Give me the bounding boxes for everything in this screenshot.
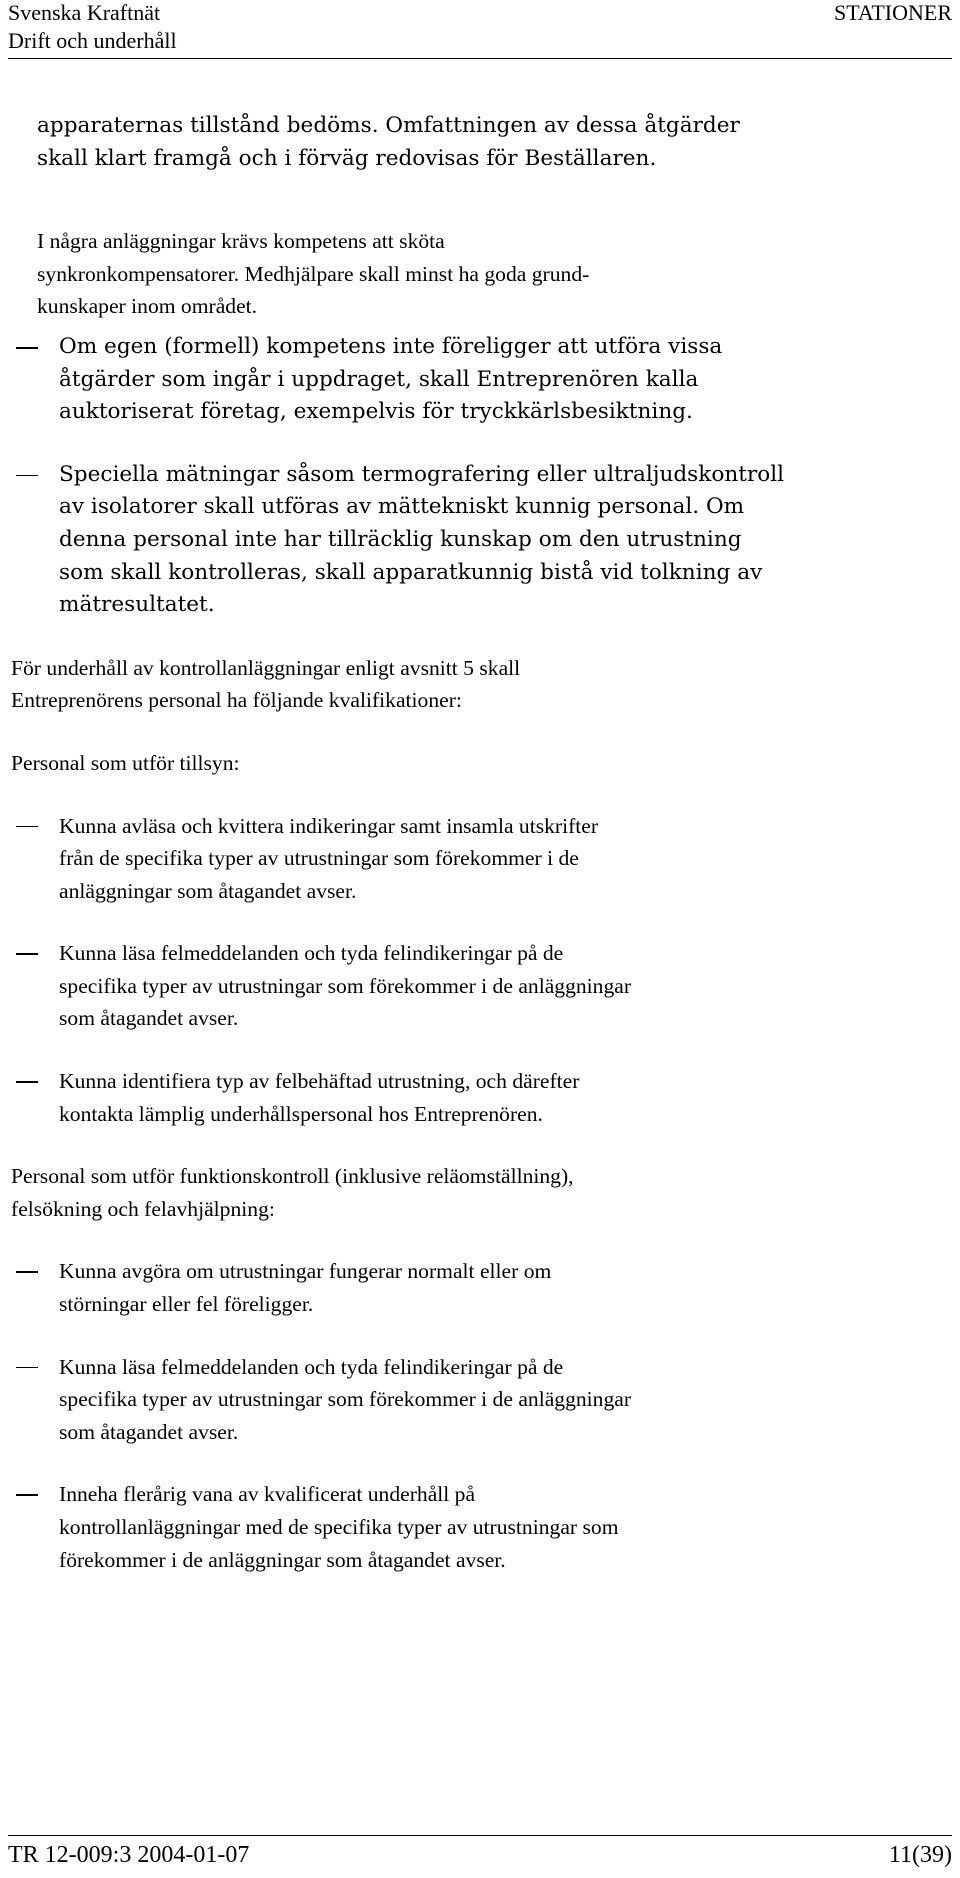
bullet-8: [11, 1478, 937, 1576]
b7-line-1: Kunna läsa felmeddelanden och tyda felindikeringar på de: [59, 1354, 564, 1379]
b6-line-1: Kunna avgöra om utrustningar fungerar normalt eller om: [59, 1259, 552, 1284]
header-org: Svenska Kraftnät: [8, 0, 161, 25]
b1-line-3: auktoriserat företag, exempelvis för tryckkärlsbesiktning.: [59, 399, 693, 425]
bullet-3: [11, 810, 937, 908]
p5-line-2: felsökning och felavhjälpning:: [11, 1196, 275, 1221]
p2-line-2: synkronkompensatorer. Medhjälpare skall minst ha goda grund-: [37, 261, 590, 286]
footer-doc-ref: TR 12-009:3 2004-01-07: [8, 1842, 250, 1868]
dash-marker: [16, 953, 38, 955]
p3-line-1: För underhåll av kontrollanläggningar enligt avsnitt 5 skall: [11, 655, 521, 680]
b2-line-1: Speciella mätningar såsom termografering eller ultraljudskontroll: [59, 461, 785, 487]
b4-line-3: som åtagandet avser.: [59, 1006, 239, 1031]
page-footer: [8, 1835, 952, 1878]
bullet-4: [11, 937, 937, 1035]
header-section: Drift och underhåll: [8, 28, 177, 53]
b4-line-1: Kunna läsa felmeddelanden och tyda felindikeringar på de: [59, 941, 564, 966]
bullet-7: [11, 1351, 937, 1449]
b3-line-3: anläggningar som åtagandet avser.: [59, 878, 357, 903]
dash-marker: [16, 826, 38, 828]
dash-marker: [16, 475, 38, 477]
b6-line-2: störningar eller fel föreligger.: [59, 1292, 314, 1317]
page-header: [8, 0, 952, 59]
dash-marker: [16, 1367, 38, 1369]
b5-line-1: Kunna identifiera typ av felbehäftad utrustning, och därefter: [59, 1069, 580, 1094]
p2-line-3: kunskaper inom området.: [37, 294, 258, 319]
b4-line-2: specifika typer av utrustningar som förekommer i de anläggningar: [59, 973, 632, 998]
bullet-1: [11, 331, 937, 429]
p5-line-1: Personal som utför funktionskontroll (inklusive reläomställning),: [11, 1164, 574, 1189]
b2-line-2: av isolatorer skall utföras av mättekniskt kunnig personal. Om: [59, 494, 745, 520]
b3-line-2: från de specifika typer av utrustningar som förekommer i de: [59, 846, 579, 871]
b7-line-2: specifika typer av utrustningar som förekommer i de anläggningar: [59, 1387, 632, 1412]
b5-line-2: kontakta lämplig underhållspersonal hos Entreprenören.: [59, 1101, 543, 1126]
b7-line-3: som åtagandet avser.: [59, 1419, 239, 1444]
b2-line-4: som skall kontrolleras, skall apparatkunnig bistå vid tolkning av: [59, 559, 763, 585]
dash-marker: [16, 1081, 38, 1083]
p4-line: Personal som utför tillsyn:: [11, 750, 240, 775]
paragraph-5: [11, 1160, 937, 1225]
p1-line-1: apparaternas tillstånd bedöms. Omfattningen av dessa åtgärder: [37, 113, 740, 138]
paragraph-2: [37, 225, 937, 323]
dash-marker: [16, 1271, 38, 1273]
header-category: STATIONER: [833, 0, 952, 25]
b8-line-2: kontrollanläggningar med de specifika typer av utrustningar som: [59, 1515, 619, 1539]
paragraph-1: [37, 110, 937, 175]
bullet-6: [11, 1255, 937, 1320]
b1-line-2: åtgärder som ingår i uppdraget, skall Entreprenören kalla: [59, 366, 699, 392]
dash-marker: [16, 347, 38, 349]
p2-line-1: I några anläggningar krävs kompetens att sköta: [37, 229, 445, 254]
p3-line-2: Entreprenörens personal ha följande kvalifikationer:: [11, 688, 462, 713]
paragraph-4: [11, 747, 937, 780]
bullet-5: [11, 1065, 937, 1130]
bullet-2: [11, 459, 937, 622]
b3-line-1: Kunna avläsa och kvittera indikeringar samt insamla utskrifter: [59, 813, 599, 838]
b1-line-1: Om egen (formell) kompetens inte föreligger att utföra vissa: [59, 333, 723, 359]
b8-line-1: Inneha flerårig vana av kvalificerat underhåll på: [59, 1482, 476, 1507]
b2-line-3: denna personal inte har tillräcklig kunskap om den utrustning: [59, 526, 742, 552]
dash-marker: [16, 1494, 38, 1496]
b2-line-5: mätresultatet.: [59, 592, 215, 618]
paragraph-3: [11, 652, 937, 717]
document-body: [11, 110, 937, 1576]
p1-line-2: skall klart framgå och i förväg redovisas för Beställaren.: [37, 145, 657, 171]
footer-page-number: 11(39): [888, 1842, 952, 1868]
b8-line-3: förekommer i de anläggningar som åtagandet avser.: [59, 1547, 506, 1572]
